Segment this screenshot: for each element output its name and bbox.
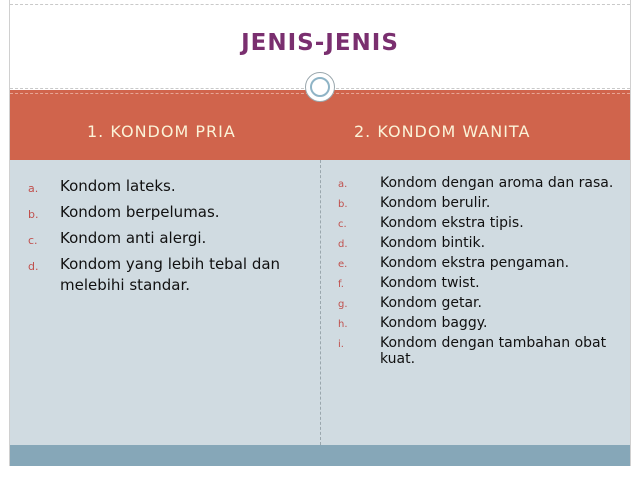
list-marker: f. bbox=[338, 279, 344, 290]
list-item-text: Kondom yang lebih tebal dan melebihi standar. bbox=[60, 255, 281, 294]
list-item bbox=[10, 254, 310, 296]
list-kondom-pria bbox=[10, 176, 310, 301]
list-marker: e. bbox=[338, 259, 348, 270]
list-marker: c. bbox=[28, 234, 38, 247]
list-item-text: Kondom lateks. bbox=[60, 177, 176, 195]
list-item-text: Kondom ekstra tipis. bbox=[380, 215, 524, 231]
list-item bbox=[10, 176, 310, 197]
list-marker: i. bbox=[338, 339, 344, 350]
list-item bbox=[10, 228, 310, 249]
list-item bbox=[328, 175, 628, 191]
list-marker: g. bbox=[338, 299, 348, 310]
list-kondom-wanita bbox=[328, 175, 628, 371]
list-marker: b. bbox=[28, 208, 39, 221]
list-marker: d. bbox=[338, 239, 348, 250]
header-kondom-pria: 1. KONDOM PRIA bbox=[87, 122, 236, 141]
list-item bbox=[328, 195, 628, 211]
list-item-text: Kondom berulir. bbox=[380, 195, 491, 211]
list-marker: a. bbox=[338, 179, 348, 190]
list-marker: h. bbox=[338, 319, 348, 330]
list-marker: a. bbox=[28, 182, 39, 195]
slide bbox=[9, 0, 631, 466]
list-item-text: Kondom baggy. bbox=[380, 315, 488, 331]
list-item bbox=[328, 235, 628, 251]
list-item bbox=[10, 202, 310, 223]
list-item-text: Kondom twist. bbox=[380, 275, 480, 291]
list-item-text: Kondom dengan aroma dan rasa. bbox=[380, 175, 614, 191]
list-item bbox=[328, 315, 628, 331]
divider-circle-ornament bbox=[305, 72, 335, 102]
list-item bbox=[328, 295, 628, 311]
list-item bbox=[328, 275, 628, 291]
list-marker: b. bbox=[338, 199, 348, 210]
list-item-text: Kondom berpelumas. bbox=[60, 203, 220, 221]
header-kondom-wanita: 2. KONDOM WANITA bbox=[354, 122, 531, 141]
list-item bbox=[328, 255, 628, 271]
divider-circle-inner bbox=[310, 77, 330, 97]
column-divider bbox=[320, 160, 321, 445]
footer-band bbox=[10, 445, 630, 466]
list-item-text: Kondom ekstra pengaman. bbox=[380, 255, 570, 271]
top-dotted-rule bbox=[10, 4, 630, 5]
list-item-text: Kondom bintik. bbox=[380, 235, 486, 251]
content-body bbox=[10, 160, 630, 445]
list-item-text: Kondom anti alergi. bbox=[60, 229, 207, 247]
list-marker: c. bbox=[338, 219, 347, 230]
list-item bbox=[328, 215, 628, 231]
list-item bbox=[328, 335, 628, 367]
list-item-text: Kondom dengan tambahan obat kuat. bbox=[380, 335, 607, 367]
list-marker: d. bbox=[28, 260, 39, 273]
list-item-text: Kondom getar. bbox=[380, 295, 482, 311]
slide-title: JENIS-JENIS bbox=[241, 30, 399, 56]
